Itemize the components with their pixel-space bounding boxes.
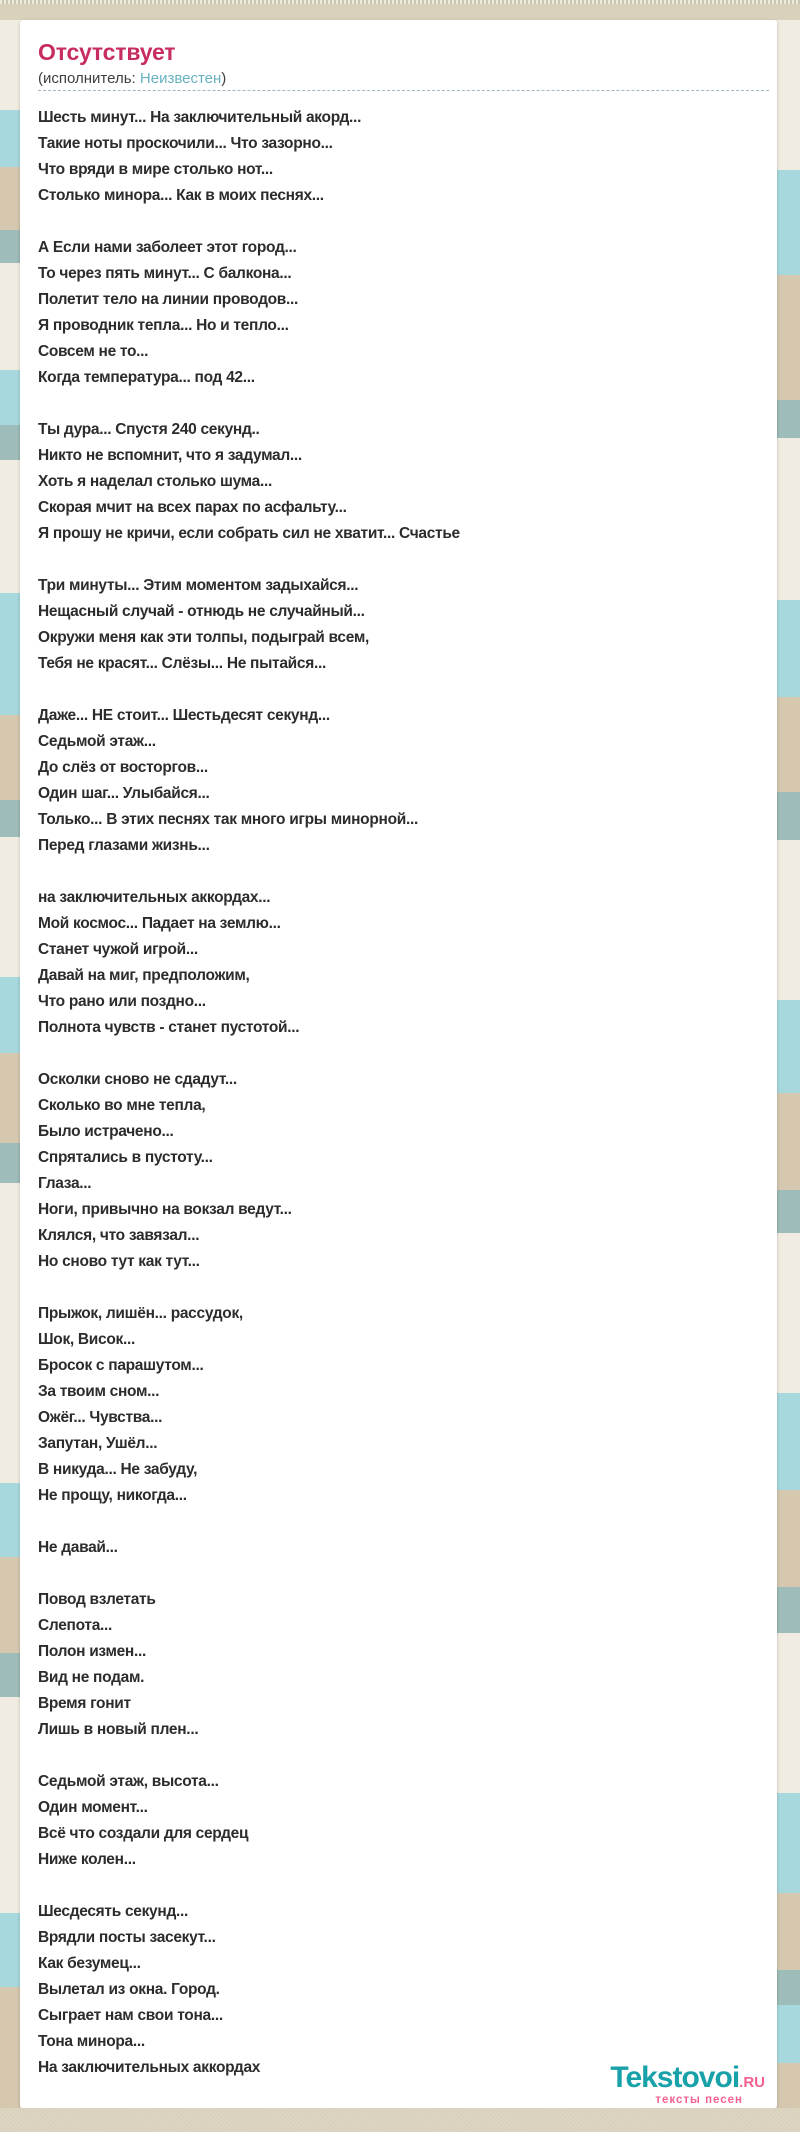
lyrics-line: Сколько во мне тепла, bbox=[38, 1097, 206, 1114]
background-left-strip bbox=[0, 20, 20, 2132]
lyrics-line: Совсем не то... bbox=[38, 343, 149, 360]
lyrics-line: Повод взлетать bbox=[38, 1591, 156, 1608]
lyrics-stanza bbox=[38, 235, 769, 391]
lyrics-line: А Если нами заболеет этот город... bbox=[38, 239, 297, 256]
lyrics-line: Один шаг... Улыбайся... bbox=[38, 785, 210, 802]
lyrics-line: Седьмой этаж... bbox=[38, 733, 156, 750]
lyrics-line: Шок, Висок... bbox=[38, 1331, 136, 1348]
lyrics-line: Скорая мчит на всех парах по асфальту... bbox=[38, 499, 347, 516]
lyrics-line: Шесть минут... На заключительный акорд... bbox=[38, 109, 362, 126]
lyrics-stanza bbox=[38, 573, 769, 677]
background-right-strip bbox=[777, 20, 800, 2132]
lyrics-line: Мой космос... Падает на землю... bbox=[38, 915, 281, 932]
lyrics-line: Ожёг... Чувства... bbox=[38, 1409, 163, 1426]
lyrics-line: Не прощу, никогда... bbox=[38, 1487, 187, 1504]
lyrics-line: Ниже колен... bbox=[38, 1851, 136, 1868]
lyrics-line: Седьмой этаж, высота... bbox=[38, 1773, 219, 1790]
lyrics-line: Полон измен... bbox=[38, 1643, 147, 1660]
lyrics-line: Что вряди в мире столько нот... bbox=[38, 161, 273, 178]
lyrics-stanza bbox=[38, 1587, 769, 1743]
lyrics-line: До слёз от восторгов... bbox=[38, 759, 208, 776]
artist-line bbox=[38, 70, 769, 91]
lyrics-stanza bbox=[38, 1535, 769, 1561]
lyrics-line: Полнота чувств - станет пустотой... bbox=[38, 1019, 300, 1036]
lyrics-line: Бросок с парашутом... bbox=[38, 1357, 204, 1374]
lyrics-line: Врядли посты засекут... bbox=[38, 1929, 216, 1946]
lyrics-line: Хоть я наделал столько шума... bbox=[38, 473, 272, 490]
lyrics-line: Как безумец... bbox=[38, 1955, 141, 1972]
lyrics-line: Глаза... bbox=[38, 1175, 92, 1192]
song-title: Отсутствует bbox=[38, 39, 176, 65]
lyrics-line: Ноги, привычно на вокзал ведут... bbox=[38, 1201, 292, 1218]
logo-tld-text: .RU bbox=[739, 2073, 765, 2091]
logo-text: Tekstovoi bbox=[610, 2060, 740, 2094]
lyrics-line: Слепота... bbox=[38, 1617, 113, 1634]
lyrics-stanza bbox=[38, 885, 769, 1041]
lyrics-line: Тебя не красят... Слёзы... Не пытайся... bbox=[38, 655, 326, 672]
lyrics-line: Один момент... bbox=[38, 1799, 148, 1816]
lyrics-line: Я прошу не кричи, если собрать сил не хватит... Счастье bbox=[38, 525, 460, 542]
lyrics-line: Перед глазами жизнь... bbox=[38, 837, 210, 854]
background-top-band bbox=[0, 0, 800, 20]
lyrics-line: Тона минора... bbox=[38, 2033, 145, 2050]
lyrics-line: Время гонит bbox=[38, 1695, 131, 1712]
artist-suffix: ) bbox=[221, 70, 227, 87]
lyrics-line: Давай на миг, предположим, bbox=[38, 967, 250, 984]
lyrics-line: Вид не подам. bbox=[38, 1669, 145, 1686]
lyrics-line: Запутан, Ушёл... bbox=[38, 1435, 158, 1452]
lyrics-line: Осколки сново не сдадут... bbox=[38, 1071, 237, 1088]
lyrics-line: Всё что создали для сердец bbox=[38, 1825, 249, 1842]
lyrics-line: Когда температура... под 42... bbox=[38, 369, 255, 386]
lyrics-line: Такие ноты проскочили... Что зазорно... bbox=[38, 135, 333, 152]
lyrics-line: на заключительных аккордах... bbox=[38, 889, 271, 906]
lyrics-card bbox=[20, 20, 777, 2108]
lyrics-line: Лишь в новый плен... bbox=[38, 1721, 199, 1738]
lyrics-line: Даже... НЕ стоит... Шестьдесят секунд... bbox=[38, 707, 330, 724]
lyrics-line: Прыжок, лишён... рассудок, bbox=[38, 1305, 243, 1322]
lyrics-line: То через пять минут... С балкона... bbox=[38, 265, 292, 282]
lyrics-stanza bbox=[38, 1899, 769, 2081]
lyrics-stanza bbox=[38, 1769, 769, 1873]
lyrics-line: Три минуты... Этим моментом задыхайся... bbox=[38, 577, 359, 594]
lyrics-stanza bbox=[38, 105, 769, 209]
lyrics-line: Столько минора... Как в моих песнях... bbox=[38, 187, 324, 204]
lyrics-line: Не давай... bbox=[38, 1539, 118, 1556]
lyrics-line: Окружи меня как эти толпы, подыграй всем, bbox=[38, 629, 369, 646]
site-logo[interactable] bbox=[610, 2060, 765, 2107]
artist-prefix: (исполнитель: bbox=[38, 70, 136, 87]
lyrics-text bbox=[38, 105, 769, 2081]
background-bottom-band bbox=[0, 2108, 800, 2132]
lyrics-line: Шесдесять секунд... bbox=[38, 1903, 188, 1920]
lyrics-line: Что рано или поздно... bbox=[38, 993, 206, 1010]
lyrics-line: Спрятались в пустоту... bbox=[38, 1149, 213, 1166]
lyrics-stanza bbox=[38, 1301, 769, 1509]
logo-tagline: тексты песен bbox=[655, 2093, 743, 2106]
lyrics-stanza bbox=[38, 703, 769, 859]
lyrics-line: В никуда... Не забуду, bbox=[38, 1461, 198, 1478]
lyrics-stanza bbox=[38, 417, 769, 547]
lyrics-line: Станет чужой игрой... bbox=[38, 941, 198, 958]
lyrics-stanza bbox=[38, 1067, 769, 1275]
lyrics-line: Ты дура... Спустя 240 секунд.. bbox=[38, 421, 260, 438]
artist-link[interactable]: Неизвестен bbox=[139, 70, 222, 87]
lyrics-line: Только... В этих песнях так много игры минорной... bbox=[38, 811, 418, 828]
lyrics-line: Нещасный случай - отнюдь не случайный... bbox=[38, 603, 365, 620]
lyrics-line: Я проводник тепла... Но и тепло... bbox=[38, 317, 289, 334]
lyrics-line: Вылетал из окна. Город. bbox=[38, 1981, 220, 1998]
lyrics-line: Клялся, что завязал... bbox=[38, 1227, 200, 1244]
lyrics-line: Но сново тут как тут... bbox=[38, 1253, 200, 1270]
lyrics-line: На заключительных аккордах bbox=[38, 2059, 261, 2076]
lyrics-line: Полетит тело на линии проводов... bbox=[38, 291, 299, 308]
lyrics-line: Было истрачено... bbox=[38, 1123, 174, 1140]
lyrics-line: Никто не вспомнит, что я задумал... bbox=[38, 447, 302, 464]
lyrics-line: За твоим сном... bbox=[38, 1383, 160, 1400]
lyrics-line: Сыграет нам свои тона... bbox=[38, 2007, 223, 2024]
